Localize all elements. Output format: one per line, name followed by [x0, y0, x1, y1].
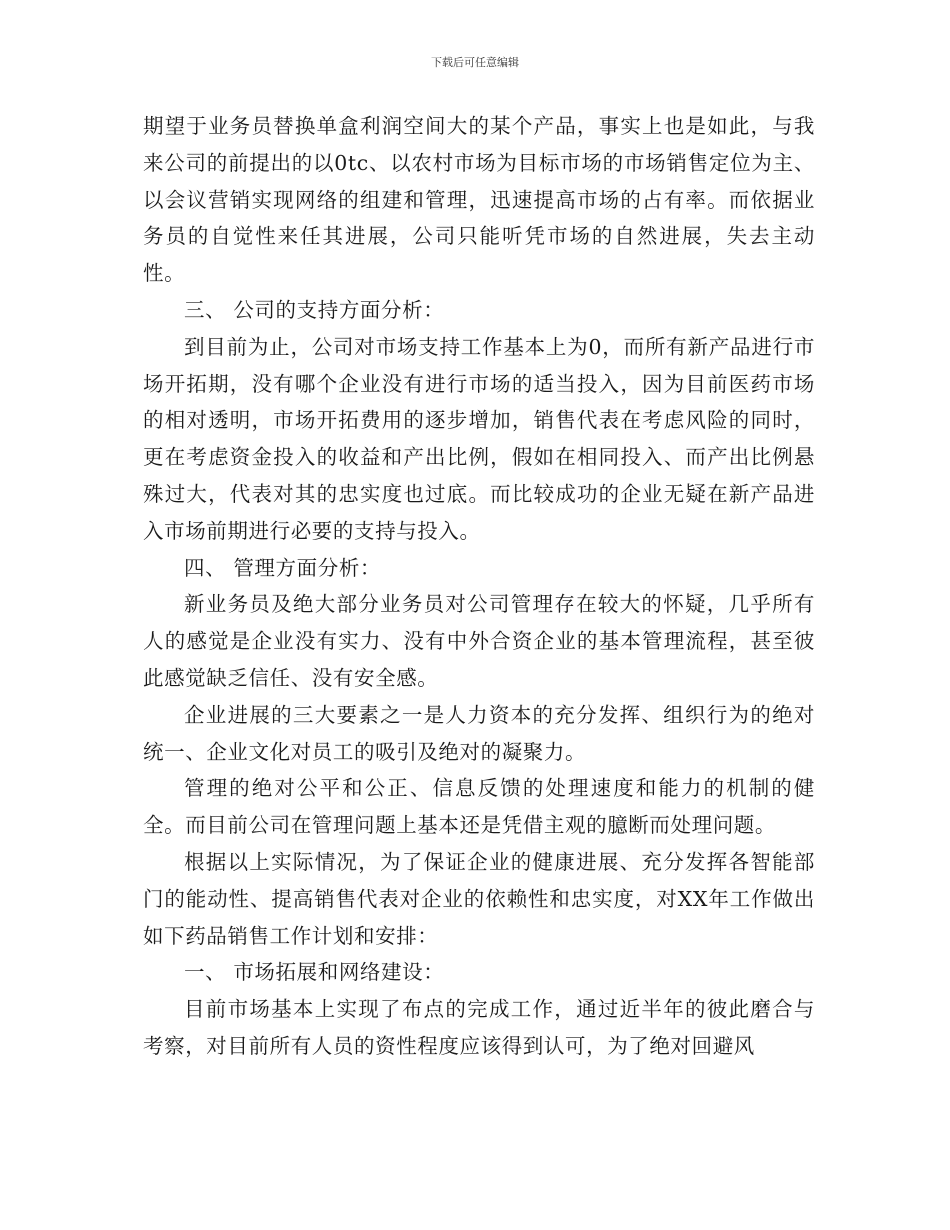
paragraph-three-elements: 企业进展的三大要素之一是人力资本的充分发挥、组织行为的绝对统一、企业文化对员工的吸引及绝对的凝聚力。 [143, 702, 815, 764]
section-heading-market-expansion: 一、 市场拓展和网络建设： [184, 960, 445, 985]
document-body [143, 108, 815, 1065]
section-heading-management: 四、 管理方面分析： [184, 555, 382, 580]
paragraph-fairness: 管理的绝对公平和公正、信息反馈的处理速度和能力的机制的健全。而目前公司在管理问题上基本还是凭借主观的臆断而处理问题。 [143, 776, 815, 838]
paragraph-plan-intro: 根据以上实际情况，为了保证企业的健康进展、充分发挥各智能部门的能动性、提高销售代表对企业的依赖性和忠实度，对XX年工作做出如下药品销售工作计划和安排： [143, 849, 815, 948]
paragraph-market-expansion: 目前市场基本上实现了布点的完成工作，通过近半年的彼此磨合与考察，对目前所有人员的资性程度应该得到认可，为了绝对回避风 [143, 997, 815, 1058]
paragraph-company-support: 到目前为止，公司对市场支持工作基本上为0，而所有新产品进行市场开拓期，没有哪个企业没有进行市场的适当投入，因为目前医药市场的相对透明，市场开拓费用的逐步增加，销售代表在考虑风险的同时，更在考虑资金投入的收益和产出比例，假如在相同投入、而产出比例悬殊过大，代表对其的忠实度也过底。而比较成功的企业无疑在新产品进入市场前期进行必要的支持与投入。 [143, 334, 815, 543]
page-header: 下载后可任意编辑 [431, 56, 519, 69]
section-heading-company-support: 三、 公司的支持方面分析： [184, 297, 445, 322]
paragraph-management-doubt: 新业务员及绝大部分业务员对公司管理存在较大的怀疑，几乎所有人的感觉是企业没有实力、没有中外合资企业的基本管理流程，甚至彼此感觉缺乏信任、没有安全感。 [143, 592, 815, 690]
paragraph-continuation: 期望于业务员替换单盒利润空间大的某个产品，事实上也是如此，与我来公司的前提出的以0tc、以农村市场为目标市场的市场销售定位为主、以会议营销实现网络的组建和管理，迅速提高市场的占有率。而依据业务员的自觉性来任其进展，公司只能听凭市场的自然进展，失去主动性。 [143, 114, 815, 286]
